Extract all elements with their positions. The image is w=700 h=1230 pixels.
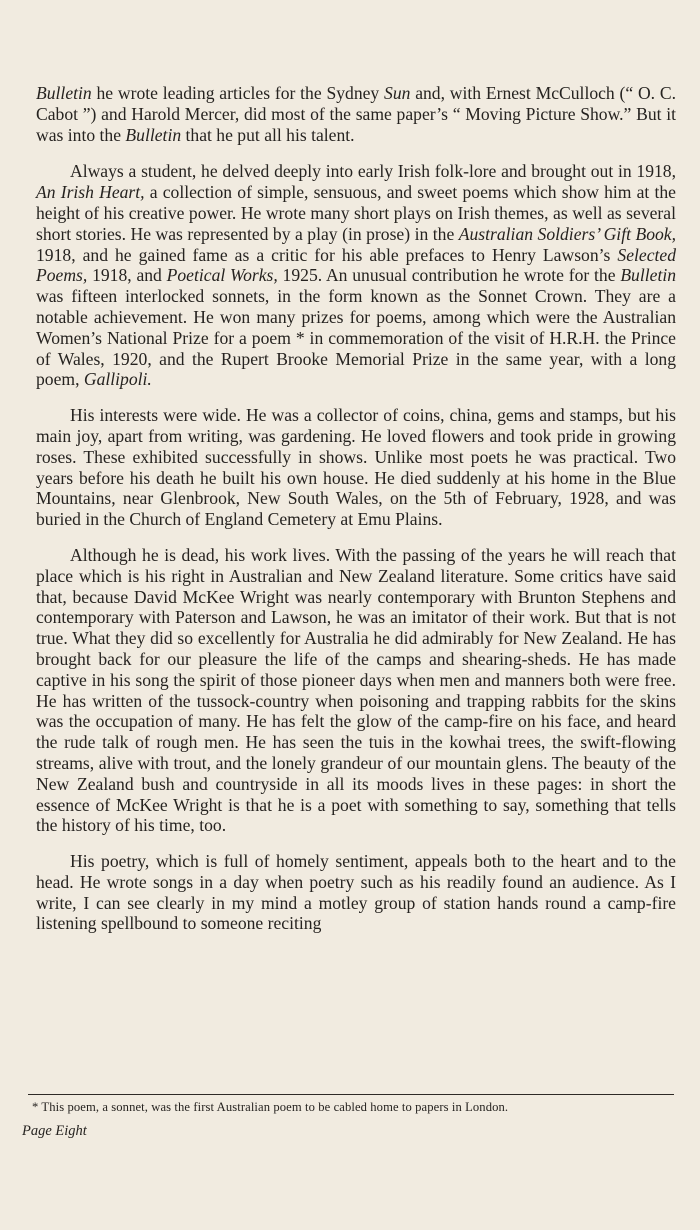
text-run: 1925. An unusual contribution he wrote for the: [277, 265, 621, 286]
footnote-divider: [28, 1094, 674, 1095]
paragraph-3: [36, 405, 676, 530]
italic-title-run: Gallipoli.: [83, 369, 152, 390]
paragraph-1: [36, 83, 676, 145]
italic-title-run: An Irish Heart,: [36, 182, 145, 203]
body-text: [36, 83, 676, 949]
italic-title-run: Selected Poems,: [36, 244, 676, 286]
text-run: a collection of simple, sensuous, and sweet poems which show him at the height of his creative power. He wrote many short plays on Irish themes, as well as several short stories. He was represented by a play (in prose) in the: [36, 182, 676, 244]
text-run: Although he is dead, his work lives. With the passing of the years he will reach that place which is his right in Australian and New Zealand literature. Some critics have said that, because David McKee Wright was nearly contemporary with Brunton Stephens and contemporary with Paterson and Lawson, he was an imitator of their work. But that is not true. What they did so excellently for Australia he did admirably for New Zealand. He has brought back for our pleasure the life of the camps and shearing-sheds. He has made captive in his song the spirit of those pioneer days when men and manners both were free. He has written of the tussock-country when poisoning and trapping rabbits for the skins was the occupation of many. He has felt the glow of the camp-fire on his face, and heard the rude talk of rough men. He has seen the tuis in the kowhai trees, the swift-flowing streams, alive with trout, and the lonely grandeur of our mountain glens. The beauty of the New Zealand bush and countryside in all its moods lives in these pages: in short the essence of McKee Wright is that he is a poet with something to say, something that tells the history of his time, too.: [36, 544, 676, 836]
paragraph-2: [36, 161, 676, 390]
text-run: His interests were wide. He was a collector of coins, china, gems and stamps, but his main joy, apart from writing, was gardening. He loved flowers and took pride in growing roses. These exhibited successfully in shows. Unlike most poets he was practical. Two years before his death he built his own house. He died suddenly at his home in the Blue Mountains, near Glenbrook, New South Wales, on the 5th of February, 1928, and was buried in the Church of England Cemetery at Emu Plains.: [36, 405, 676, 530]
italic-title-run: Australian Soldiers’ Gift Book,: [458, 223, 677, 244]
text-run: and, with Ernest McCulloch (“ O. C. Cabot ”) and Harold Mercer, did most of the same paper’s “ Moving Picture Show.” But it was into the: [36, 83, 676, 145]
italic-title-run: Sun: [384, 83, 411, 103]
italic-title-run: Bulletin: [125, 124, 182, 145]
text-run: 1918, and he gained fame as a critic for his able prefaces to Henry Lawson’s: [36, 244, 618, 265]
paragraph-5: [36, 851, 676, 934]
text-run: he wrote leading articles for the Sydney: [91, 83, 385, 103]
paragraph-4: [36, 545, 676, 836]
footnote: * This poem, a sonnet, was the first Australian poem to be cabled home to papers in London.: [32, 1100, 509, 1114]
text-run: Always a student, he delved deeply into early Irish folk-lore and brought out in 1918,: [70, 161, 676, 182]
italic-title-run: Poetical Works,: [166, 265, 278, 286]
text-run: that he put all his talent.: [181, 124, 355, 145]
page-number: Page Eight: [22, 1123, 87, 1139]
italic-title-run: Bulletin: [620, 265, 677, 286]
italic-title-run: Bulletin: [36, 83, 92, 103]
text-run: His poetry, which is full of homely sentiment, appeals both to the heart and to the head. He wrote songs in a day when poetry such as his readily found an audience. As I write, I can see clearly in my mind a motley group of station hands round a camp-fire listening spellbound to someone reciting: [36, 851, 676, 934]
text-run: was fifteen interlocked sonnets, in the form known as the Sonnet Crown. They are a notable achievement. He won many prizes for poems, among which were the Australian Women’s National Prize for a poem * in commemoration of the visit of H.R.H. the Prince of Wales, 1920, and the Rupert Brooke Memorial Prize in the same year, with a long poem,: [36, 286, 676, 390]
text-run: 1918, and: [87, 265, 167, 286]
